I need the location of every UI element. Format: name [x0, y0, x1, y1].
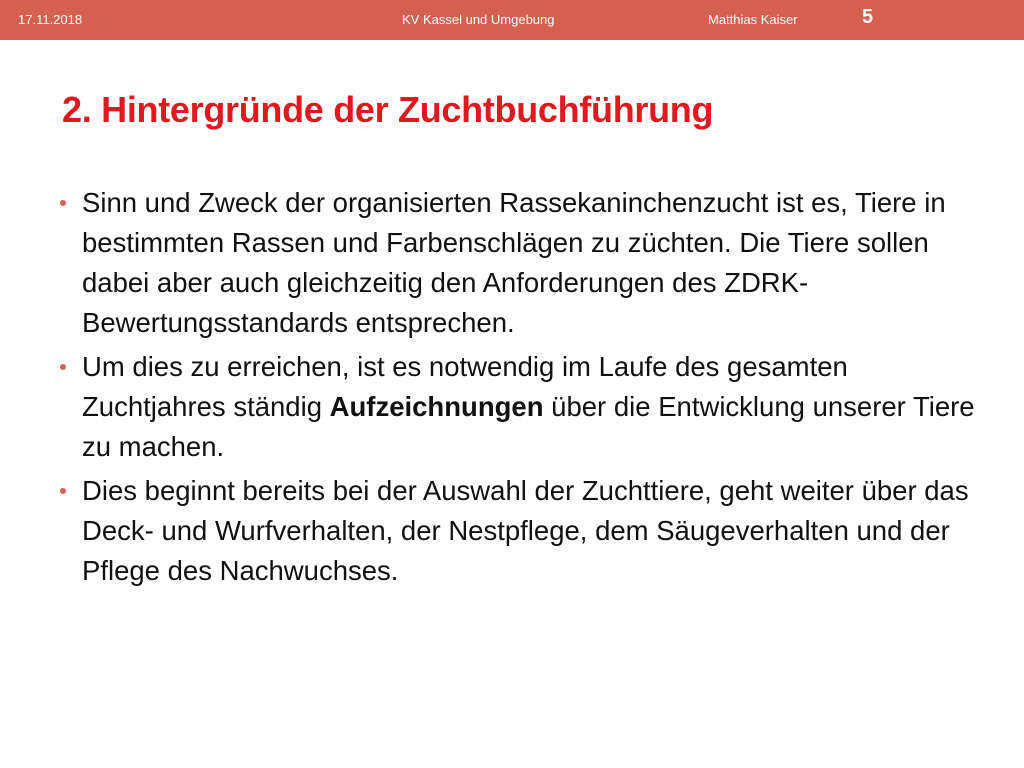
- bullet-text-before: Um dies zu erreichen, ist es notwendig im Laufe des gesamten Zuchtjahres ständig: [82, 351, 848, 422]
- bullet-emphasis: Aufzeichnungen: [329, 391, 544, 422]
- bullet-text-after: über die Entwicklung unserer Tiere zu machen.: [82, 391, 975, 462]
- page-number: 5: [862, 6, 874, 28]
- bullet-marker-icon: [60, 200, 66, 206]
- bullet-item: [58, 183, 988, 343]
- header-organization: KV Kassel und Umgebung: [402, 12, 555, 27]
- bullet-text: Sinn und Zweck der organisierten Rassekaninchenzucht ist es, Tiere in bestimmten Rassen und Farbenschlägen zu züchten. Die Tiere sollen dabei aber auch gleichzeitig den Anforderungen des ZDRK-Bewertungsstandards entsprechen.: [82, 187, 946, 338]
- bullet-item: [58, 347, 988, 467]
- header-author: Matthias Kaiser: [708, 12, 798, 27]
- bullet-list: [58, 183, 988, 595]
- bullet-marker-icon: [60, 488, 66, 494]
- header-bar: [0, 0, 1024, 40]
- bullet-marker-icon: [60, 364, 66, 370]
- bullet-item: [58, 471, 988, 591]
- slide-title: 2. Hintergründe der Zuchtbuchführung: [62, 89, 714, 130]
- header-date: 17.11.2018: [18, 12, 83, 27]
- bullet-text: Dies beginnt bereits bei der Auswahl der Zuchttiere, geht weiter über das Deck- und Wurfverhalten, der Nestpflege, dem Säugeverhalten und der Pflege des Nachwuchses.: [82, 475, 969, 586]
